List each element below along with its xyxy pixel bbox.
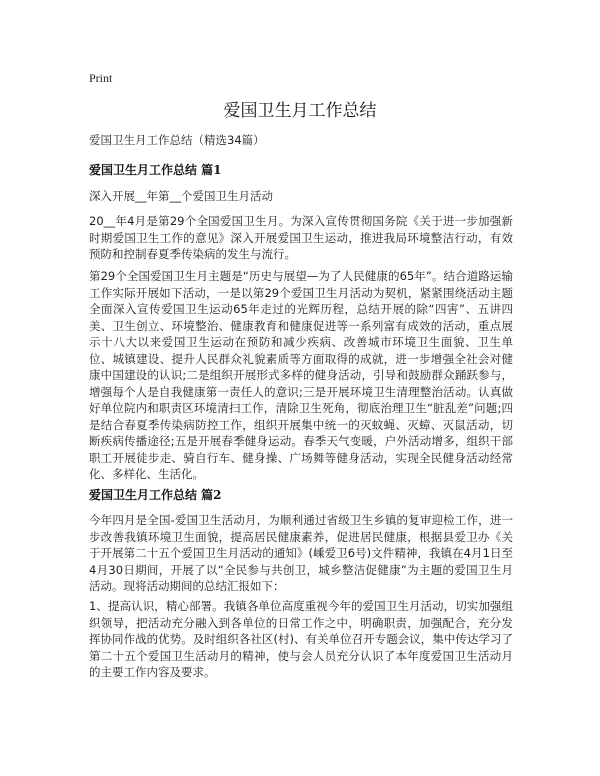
paragraph: 20__年4月是第29个全国爱国卫生月。为深入宣传贯彻国务院《关于进一步加强新时期爱国卫生工作的意见》深入开展爱国卫生运动，推进我局环境整洁行动，有效预防和控制春夏季传染病的发生与流行。 <box>89 214 513 261</box>
paragraph: 今年四月是全国-爱国卫生活动月，为顺利通过省级卫生乡镇的复审迎检工作，进一步改善我镇环境卫生面貌，提高居民健康素养，促进居民健康，根据县爱卫办《关于开展第二十五个爱国卫生月活动的通知》(嵊爱卫6号)文件精神，我镇在4月1日至4月30日期间，开展了以“全民参与共创卫，城乡整洁促健康”为主题的爱国卫生月活动。现将活动期间的总结汇报如下： <box>89 513 513 593</box>
paragraph: 1、提高认识，精心部署。我镇各单位高度重视今年的爱国卫生月活动，切实加强组织领导，把活动充分融入到各单位的日常工作之中，明确职责，加强配合，充分发挥协同作战的优势。及时组织各社区(村)、有关单位召开专题会议，集中传达学习了第二十五个爱国卫生活动月的精神，使与会人员充分认识了本年度爱国卫生活动月的主要工作内容及要求。 <box>89 599 513 679</box>
section-lead: 深入开展__年第__个爱国卫生月活动 <box>89 189 273 203</box>
document-subtitle: 爱国卫生月工作总结（精选34篇） <box>89 133 265 147</box>
section-heading: 爱国卫生月工作总结 篇2 <box>89 488 222 502</box>
print-link[interactable]: Print <box>89 71 113 85</box>
section-heading: 爱国卫生月工作总结 篇1 <box>89 163 222 177</box>
paragraph: 第29个全国爱国卫生月主题是“历史与展望—为了人民健康的65年”。结合道路运输工作实际开展如下活动，一是以第29个爱国卫生月活动为契机，紧紧围绕活动主题全面深入宣传爱国卫生运动65年走过的光辉历程，总结开展的除“四害”、五讲四美、卫生创立、环境整治、健康教育和健康促进等一系列富有成效的活动，重点展示十八大以来爱国卫生运动在预防和减少疾病、改善城市环境卫生面貌、卫生单位、城镇建设、提升人民群众礼貌素质等方面取得的成就，进一步增强全社会对健康中国建设的认识;二是组织开展形式多样的健身活动，引导和鼓励群众踊跃参与，增强每个人是自我健康第一责任人的意识;三是开展环境卫生清理整治活动。认真做好单位院内和职责区环境清扫工作，清除卫生死角，彻底治理卫生“脏乱差”问题;四是结合春夏季传染病防控工作，组织开展集中统一的灭蚊蝇、灭蟑、灭鼠活动，切断疾病传播途径;五是开展春季健身运动。春季天气变暖，户外活动增多，组织干部职工开展徒步走、骑自行车、健身操、广场舞等健身活动，实现全民健身活动经常化、多样化、生活化。 <box>89 269 513 481</box>
page-title: 爱国卫生月工作总结 <box>223 101 377 121</box>
